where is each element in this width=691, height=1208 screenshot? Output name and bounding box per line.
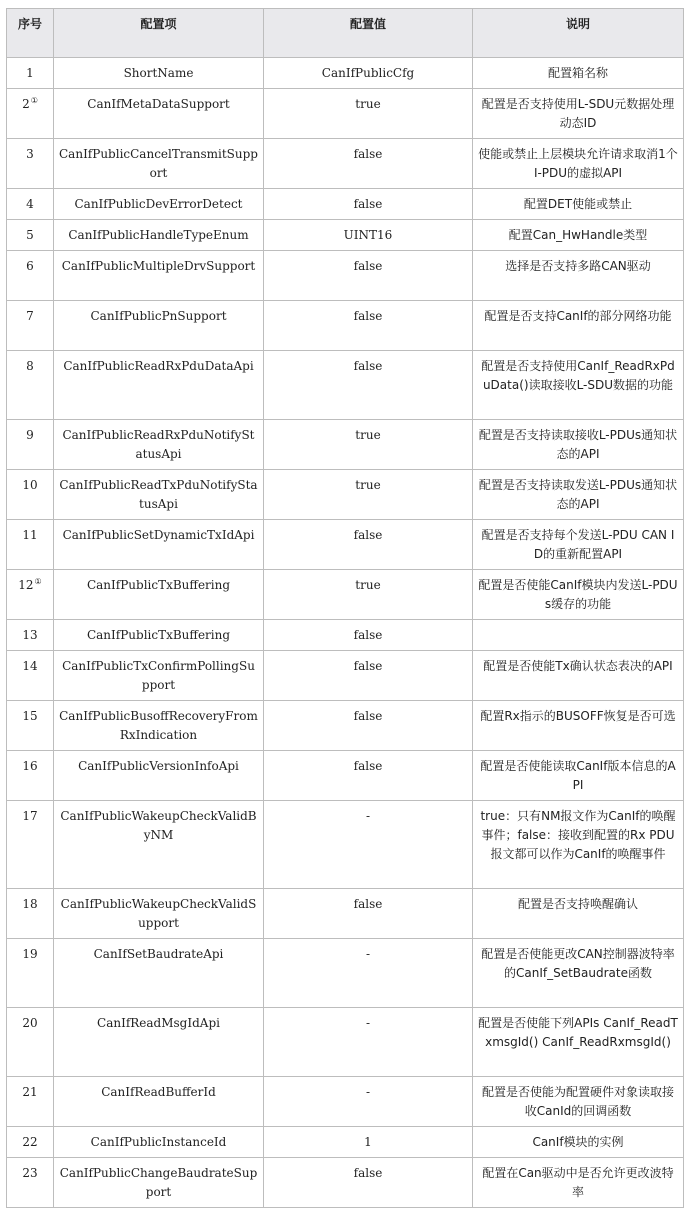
row-index: 22 — [7, 1127, 54, 1158]
table-row — [7, 520, 684, 570]
config-description: 配置是否支持唤醒确认 — [473, 889, 684, 939]
config-item-name: CanIfPublicTxConfirmPollingSupport — [54, 651, 264, 701]
table-row — [7, 1158, 684, 1208]
table-row — [7, 89, 684, 139]
config-value: false — [264, 520, 473, 570]
config-description: CanIf模块的实例 — [473, 1127, 684, 1158]
config-item-name: CanIfPublicPnSupport — [54, 301, 264, 351]
table-row — [7, 420, 684, 470]
header-item: 配置项 — [54, 9, 264, 58]
config-description: 配置是否使能更改CAN控制器波特率的CanIf_SetBaudrate函数 — [473, 939, 684, 1008]
config-item-name: CanIfSetBaudrateApi — [54, 939, 264, 1008]
row-index: 7 — [7, 301, 54, 351]
config-description: 配置是否支持读取接收L-PDUs通知状态的API — [473, 420, 684, 470]
table-row — [7, 701, 684, 751]
row-index: 18 — [7, 889, 54, 939]
config-item-name: CanIfPublicTxBuffering — [54, 620, 264, 651]
config-value: 1 — [264, 1127, 473, 1158]
table-row — [7, 801, 684, 889]
table-row — [7, 1077, 684, 1127]
config-item-name: CanIfPublicHandleTypeEnum — [54, 220, 264, 251]
config-item-name: CanIfPublicWakeupCheckValidSupport — [54, 889, 264, 939]
table-row — [7, 1127, 684, 1158]
table-row — [7, 301, 684, 351]
config-description: 配置是否使能下列APIs CanIf_ReadTxmsgId() CanIf_ReadRxmsgId() — [473, 1008, 684, 1077]
row-index: 8 — [7, 351, 54, 420]
config-description: 配置Rx指示的BUSOFF恢复是否可选 — [473, 701, 684, 751]
table-row — [7, 939, 684, 1008]
config-description: 配置DET使能或禁止 — [473, 189, 684, 220]
config-description: 配置Can_HwHandle类型 — [473, 220, 684, 251]
config-value: false — [264, 651, 473, 701]
table-row — [7, 751, 684, 801]
config-value: false — [264, 301, 473, 351]
row-index: 16 — [7, 751, 54, 801]
config-item-name: CanIfPublicCancelTransmitSupport — [54, 139, 264, 189]
config-value: - — [264, 939, 473, 1008]
table-row — [7, 251, 684, 301]
table-header-row — [7, 9, 684, 58]
config-item-name: CanIfPublicBusoffRecoveryFromRxIndication — [54, 701, 264, 751]
table-row — [7, 58, 684, 89]
config-description: 配置是否支持使用CanIf_ReadRxPduData()读取接收L-SDU数据的功能 — [473, 351, 684, 420]
config-value: CanIfPublicCfg — [264, 58, 473, 89]
config-description: 配置是否支持CanIf的部分网络功能 — [473, 301, 684, 351]
table-row — [7, 570, 684, 620]
table-row — [7, 189, 684, 220]
config-description: 配置是否使能读取CanIf版本信息的API — [473, 751, 684, 801]
config-value: false — [264, 751, 473, 801]
footnote-mark: ① — [30, 96, 38, 105]
config-description: 配置是否使能Tx确认状态表决的API — [473, 651, 684, 701]
footnote-mark: ① — [34, 577, 42, 586]
row-index: 4 — [7, 189, 54, 220]
row-index: 5 — [7, 220, 54, 251]
config-item-name: CanIfPublicReadRxPduDataApi — [54, 351, 264, 420]
config-description: 配置在Can驱动中是否允许更改波特率 — [473, 1158, 684, 1208]
config-value: - — [264, 1008, 473, 1077]
table-row — [7, 889, 684, 939]
row-index: 12① — [7, 570, 54, 620]
config-item-name: CanIfReadBufferId — [54, 1077, 264, 1127]
row-index: 14 — [7, 651, 54, 701]
config-description: 使能或禁止上层模块允许请求取消1个I-PDU的虚拟API — [473, 139, 684, 189]
config-value: false — [264, 701, 473, 751]
config-value: false — [264, 620, 473, 651]
config-value: false — [264, 351, 473, 420]
config-value: false — [264, 889, 473, 939]
table-row — [7, 351, 684, 420]
table-row — [7, 470, 684, 520]
header-value: 配置值 — [264, 9, 473, 58]
config-item-name: CanIfPublicVersionInfoApi — [54, 751, 264, 801]
config-description: 选择是否支持多路CAN驱动 — [473, 251, 684, 301]
row-index: 10 — [7, 470, 54, 520]
config-item-name: ShortName — [54, 58, 264, 89]
config-item-name: CanIfPublicReadTxPduNotifyStatusApi — [54, 470, 264, 520]
config-value: - — [264, 1077, 473, 1127]
row-index: 13 — [7, 620, 54, 651]
config-item-name: CanIfPublicInstanceId — [54, 1127, 264, 1158]
table-row — [7, 620, 684, 651]
config-item-name: CanIfPublicChangeBaudrateSupport — [54, 1158, 264, 1208]
row-index: 3 — [7, 139, 54, 189]
config-description: true：只有NM报文作为CanIf的唤醒事件；false：接收到配置的Rx PDU报文都可以作为CanIf的唤醒事件 — [473, 801, 684, 889]
table-row — [7, 1008, 684, 1077]
config-item-name: CanIfPublicDevErrorDetect — [54, 189, 264, 220]
row-index: 15 — [7, 701, 54, 751]
config-value: UINT16 — [264, 220, 473, 251]
config-value: - — [264, 801, 473, 889]
row-index: 20 — [7, 1008, 54, 1077]
row-index: 6 — [7, 251, 54, 301]
config-description: 配置是否使能为配置硬件对象读取接收CanId的回调函数 — [473, 1077, 684, 1127]
table-row — [7, 139, 684, 189]
row-index: 1 — [7, 58, 54, 89]
table-row — [7, 651, 684, 701]
row-index: 9 — [7, 420, 54, 470]
config-item-name: CanIfReadMsgIdApi — [54, 1008, 264, 1077]
config-description: 配置是否支持读取发送L-PDUs通知状态的API — [473, 470, 684, 520]
config-description: 配置箱名称 — [473, 58, 684, 89]
config-description — [473, 620, 684, 651]
config-description: 配置是否支持每个发送L-PDU CAN ID的重新配置API — [473, 520, 684, 570]
row-index: 19 — [7, 939, 54, 1008]
config-item-name: CanIfPublicTxBuffering — [54, 570, 264, 620]
config-item-name: CanIfPublicMultipleDrvSupport — [54, 251, 264, 301]
row-index: 17 — [7, 801, 54, 889]
config-value: false — [264, 251, 473, 301]
row-index: 21 — [7, 1077, 54, 1127]
config-value: true — [264, 89, 473, 139]
config-value: false — [264, 1158, 473, 1208]
config-value: true — [264, 570, 473, 620]
config-value: true — [264, 470, 473, 520]
header-index: 序号 — [7, 9, 54, 58]
config-value: false — [264, 189, 473, 220]
config-item-name: CanIfPublicWakeupCheckValidByNM — [54, 801, 264, 889]
config-table — [6, 8, 684, 1208]
config-description: 配置是否支持使用L-SDU元数据处理动态ID — [473, 89, 684, 139]
table-body — [7, 58, 684, 1208]
row-index: 23 — [7, 1158, 54, 1208]
header-desc: 说明 — [473, 9, 684, 58]
config-item-name: CanIfMetaDataSupport — [54, 89, 264, 139]
config-item-name: CanIfPublicSetDynamicTxIdApi — [54, 520, 264, 570]
config-description: 配置是否使能CanIf模块内发送L-PDUs缓存的功能 — [473, 570, 684, 620]
table-row — [7, 220, 684, 251]
config-value: true — [264, 420, 473, 470]
config-value: false — [264, 139, 473, 189]
row-index: 2① — [7, 89, 54, 139]
config-item-name: CanIfPublicReadRxPduNotifyStatusApi — [54, 420, 264, 470]
row-index: 11 — [7, 520, 54, 570]
